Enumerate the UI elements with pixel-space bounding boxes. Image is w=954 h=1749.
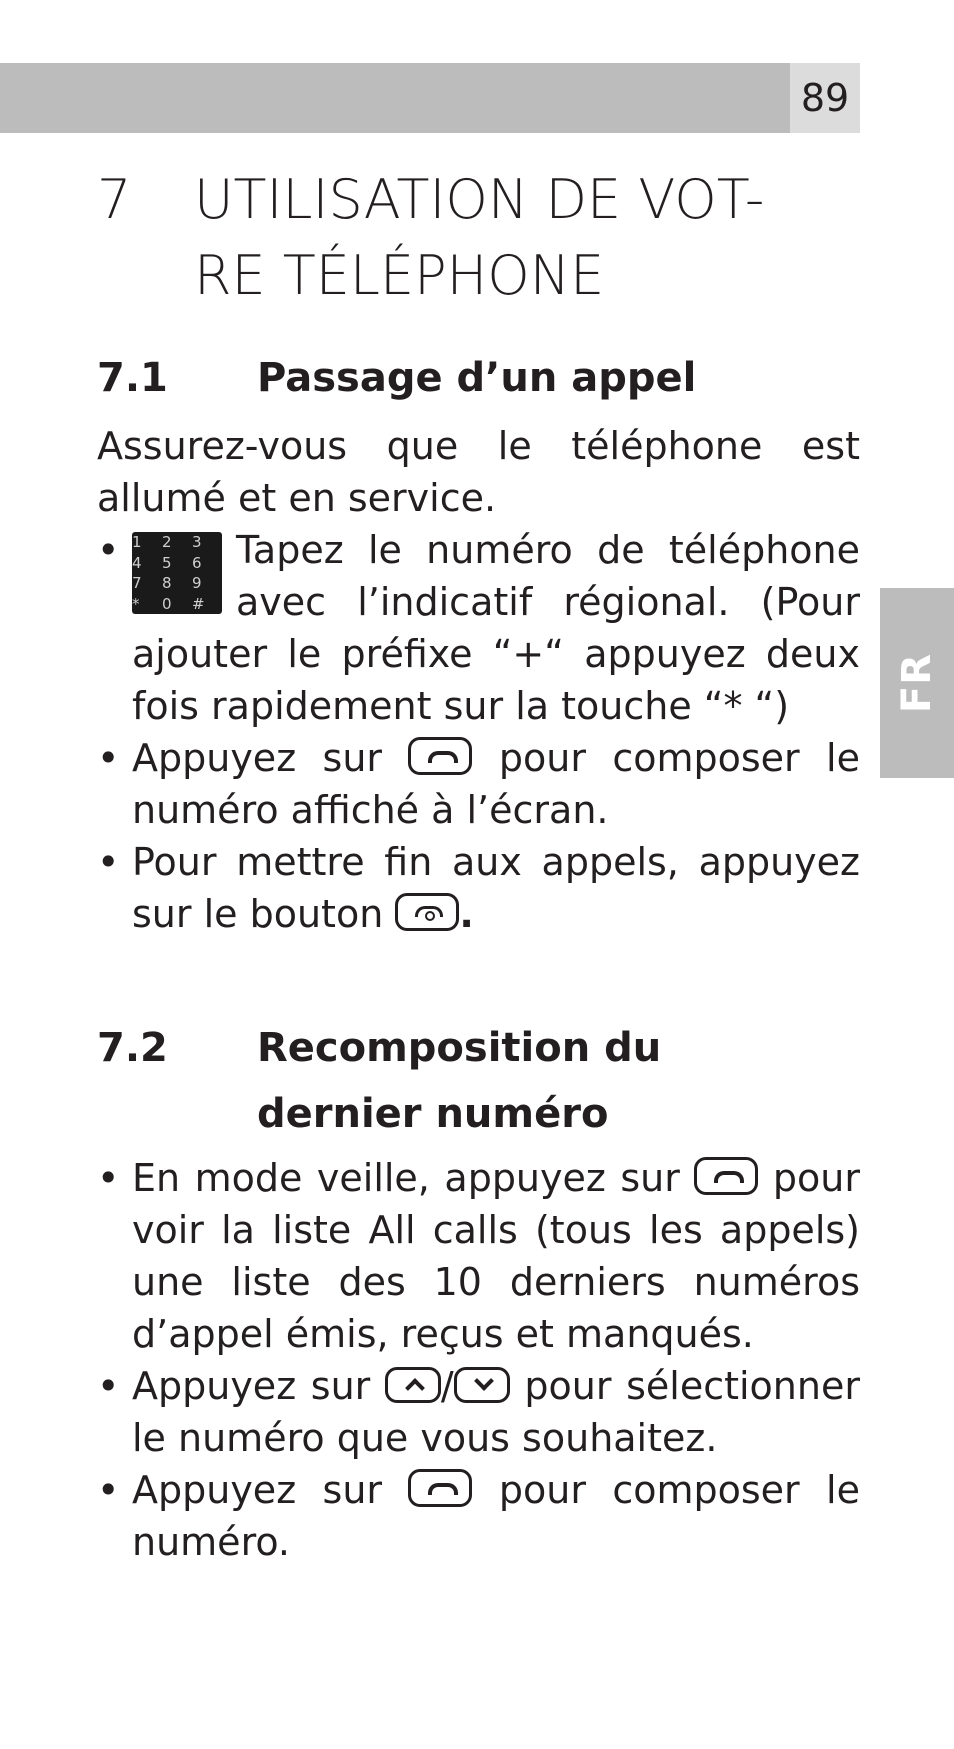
bullet-text: Tapez le numéro de téléphone avec l’indicatif régional. (Pour ajouter le préfixe “+“ appuyez deux fois rapidement sur la touche “* “)	[132, 528, 860, 728]
down-key-icon	[454, 1367, 510, 1403]
bullet-dot: •	[97, 1468, 120, 1512]
bullet-text: Appuyez sur	[132, 736, 383, 780]
bullet-text: pour sélectionner le numéro que vous souhaitez.	[132, 1364, 860, 1460]
list-item	[97, 1464, 860, 1568]
bullet-dot: •	[97, 528, 120, 572]
up-key-icon	[385, 1367, 441, 1403]
bullet-dot: •	[97, 736, 120, 780]
call-key-icon	[408, 737, 472, 775]
chapter-number: 7	[97, 168, 132, 231]
page-number: 89	[790, 63, 860, 133]
header-bar	[0, 63, 790, 133]
section-number: 7.1	[97, 355, 168, 401]
end-key-icon	[395, 893, 459, 931]
bullet-dot: •	[97, 1364, 120, 1408]
bullet-text: Appuyez sur	[132, 1468, 383, 1512]
section-title: Recomposition du dernier numéro	[257, 1025, 662, 1137]
bullet-text: En mode veille, appuyez sur	[132, 1156, 680, 1200]
list-item	[97, 836, 860, 940]
language-tab	[880, 588, 954, 778]
section-1-bullet-list	[97, 524, 860, 940]
section-number: 7.2	[97, 1025, 168, 1071]
call-key-icon	[694, 1157, 758, 1195]
bullet-text: Appuyez sur	[132, 1364, 371, 1408]
section-2-bullet-list	[97, 1152, 860, 1568]
keypad-icon: 1 2 3 4 5 6 7 8 9 * 0 #	[132, 532, 222, 614]
list-item	[97, 1360, 860, 1464]
bullet-text: pour voir la liste All calls (tous les appels) une liste des 10 derniers numéros d’appel émis, reçus et manqués.	[132, 1156, 860, 1356]
bullet-text: pour composer le numéro affiché à l’écran.	[132, 736, 860, 832]
language-tab-label: FR	[894, 652, 940, 714]
list-item	[97, 524, 860, 732]
call-key-icon	[408, 1469, 472, 1507]
bullet-text: pour composer le numéro.	[132, 1468, 860, 1564]
section-intro: Assurez-vous que le téléphone est allumé et en service.	[97, 424, 860, 520]
bullet-dot: •	[97, 840, 120, 884]
bullet-dot: •	[97, 1156, 120, 1200]
section-title: Passage d’un appel	[257, 355, 697, 401]
bullet-text: .	[459, 892, 474, 936]
chapter-title: UTILISATION DE VOT-RE TÉLÉPHONE	[194, 168, 765, 307]
bullet-separator: /	[440, 1364, 454, 1408]
list-item	[97, 1152, 860, 1360]
list-item	[97, 732, 860, 836]
bullet-text: Pour mettre fin aux appels, appuyez sur le bouton	[132, 840, 860, 936]
